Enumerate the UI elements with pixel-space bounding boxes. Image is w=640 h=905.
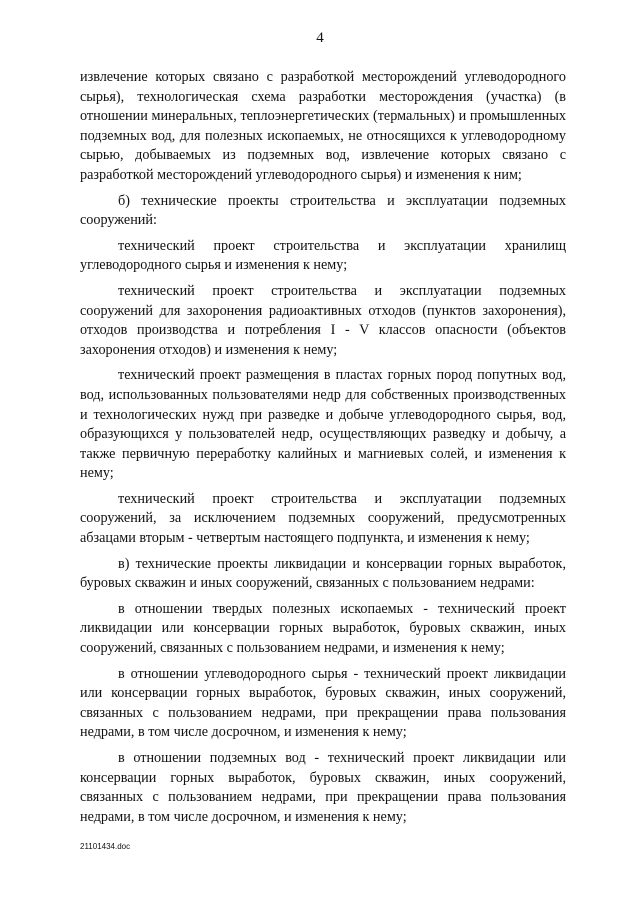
document-body	[80, 68, 566, 833]
paragraph-subsection-b: б) технические проекты строительства и эксплуатации подземных сооружений:	[80, 192, 566, 229]
paragraph: в отношении твердых полезных ископаемых - технический проект ликвидации или консервации горных выработок, буровых скважин, иных сооружений, связанных с пользованием недрами, и изменения к нему;	[80, 600, 566, 657]
paragraph: технический проект размещения в пластах горных пород попутных вод, вод, использованных пользователями недр для собственных производственных и технологических нужд при разведке и добыче углеводородного сырья, вод, образующихся у пользователей недр, осуществляющих разведку и добычу, а также первичную переработку калийных и магниевых солей, и изменения к нему;	[80, 367, 566, 482]
paragraph-subsection-v: в) технические проекты ликвидации и консервации горных выработок, буровых скважин и иных сооружений, связанных с пользованием недрами:	[80, 555, 566, 592]
paragraph: технический проект строительства и эксплуатации хранилищ углеводородного сырья и изменения к нему;	[80, 237, 566, 274]
document-code: 21101434.doc	[80, 842, 131, 851]
paragraph-continuation: извлечение которых связано с разработкой месторождений углеводородного сырья), технологическая схема разработки месторождения (участка) (в отношении минеральных, теплоэнергетических (термальных) и промышленных подземных вод, для полезных ископаемых, не относящихся к углеводородному сырью, добываемых из подземных вод, извлечение которых связано с разработкой месторождений углеводородного сырья) и изменения к ним;	[80, 69, 566, 183]
paragraph: в отношении подземных вод - технический проект ликвидации или консервации горных выработок, буровых скважин, иных сооружений, связанных с пользованием недрами, при прекращении права пользования недрами, в том числе досрочном, и изменения к нему;	[80, 750, 566, 825]
paragraph: технический проект строительства и эксплуатации подземных сооружений для захоронения радиоактивных отходов (пунктов захоронения), отходов производства и потребления I - V классов опасности (объектов захоронения отходов) и изменения к нему;	[80, 282, 566, 358]
paragraph: в отношении углеводородного сырья - технический проект ликвидации или консервации горных выработок, буровых скважин, иных сооружений, связанных с пользованием недрами, при прекращении права пользования недрами, в том числе досрочном, и изменения к нему;	[80, 665, 566, 741]
paragraph: технический проект строительства и эксплуатации подземных сооружений, за исключением подземных сооружений, предусмотренных абзацами вторым - четвертым настоящего подпункта, и изменения к нему;	[80, 490, 566, 547]
page-number: 4	[316, 30, 324, 46]
